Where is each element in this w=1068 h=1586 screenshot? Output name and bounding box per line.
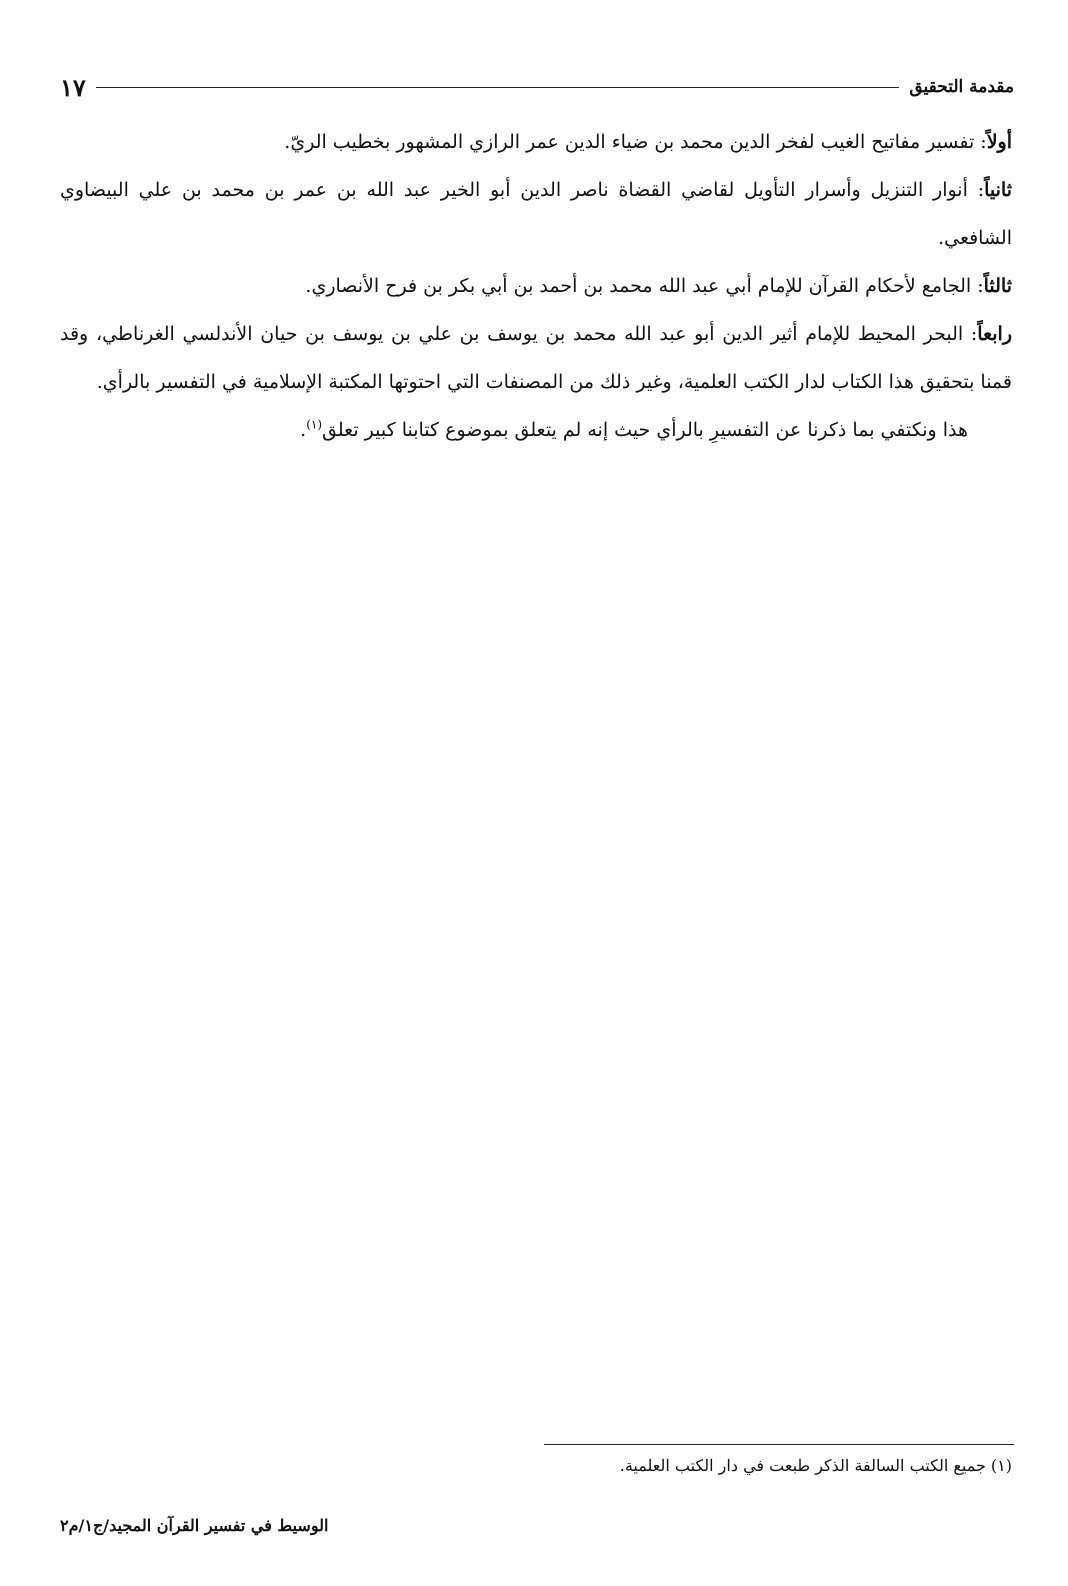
entry-second — [60, 166, 1012, 262]
entry-text: : البحر المحيط للإمام أثير الدين أبو عبد الله محمد بن يوسف بن علي بن يوسف بن حيان الأندلسي الغرناطي، وقد قمنا بتحقيق هذا الكتاب لدار الكتب العلمية، وغير ذلك من المصنفات التي احتوتها المكتبة الإسلامية في التفسير بالرأي. — [60, 323, 1012, 393]
closing-text: هذا ونكتفي بما ذكرنا عن التفسيرِ بالرأي حيث إنه لم يتعلق بموضوع كتابنا كبير تعلق — [322, 419, 968, 441]
footnote: (١) جميع الكتب السالفة الذكر طبعت في دار الكتب العلمية. — [619, 1456, 1012, 1475]
header-rule — [96, 87, 900, 88]
entry-text: : الجامع لأحكام القرآن للإمام أبي عبد الله محمد بن أحمد بن أبي بكر بن فرح الأنصاري. — [305, 275, 984, 297]
book-footer: الوسيط في تفسير القرآن المجيد/ج١/م٢ — [60, 1516, 329, 1535]
entry-label: أولاً — [986, 131, 1012, 153]
entry-label: رابعاً — [977, 323, 1012, 345]
entry-text: : تفسير مفاتيح الغيب لفخر الدين محمد بن ضياء الدين عمر الرازي المشهور بخطيب الريّ. — [284, 131, 987, 153]
entry-fourth — [60, 310, 1012, 406]
entry-first — [60, 118, 1012, 166]
footnote-rule — [544, 1444, 1014, 1445]
entry-text: : أنوار التنزيل وأسرار التأويل لقاضي القضاة ناصر الدين أبو الخير عبد الله بن عمر بن محمد بن علي البيضاوي الشافعي. — [60, 179, 1012, 249]
entry-third — [60, 262, 1012, 310]
closing-paragraph — [60, 406, 1012, 454]
header-title: مقدمة التحقيق — [909, 77, 1014, 97]
page-number: ١٧ — [60, 72, 86, 102]
footnote-reference[interactable]: (١) — [306, 417, 323, 432]
running-header — [60, 72, 1014, 102]
entry-label: ثانياً — [984, 179, 1012, 201]
closing-period: . — [300, 419, 307, 441]
entry-label: ثالثاً — [983, 275, 1012, 297]
body-text — [60, 118, 1012, 454]
